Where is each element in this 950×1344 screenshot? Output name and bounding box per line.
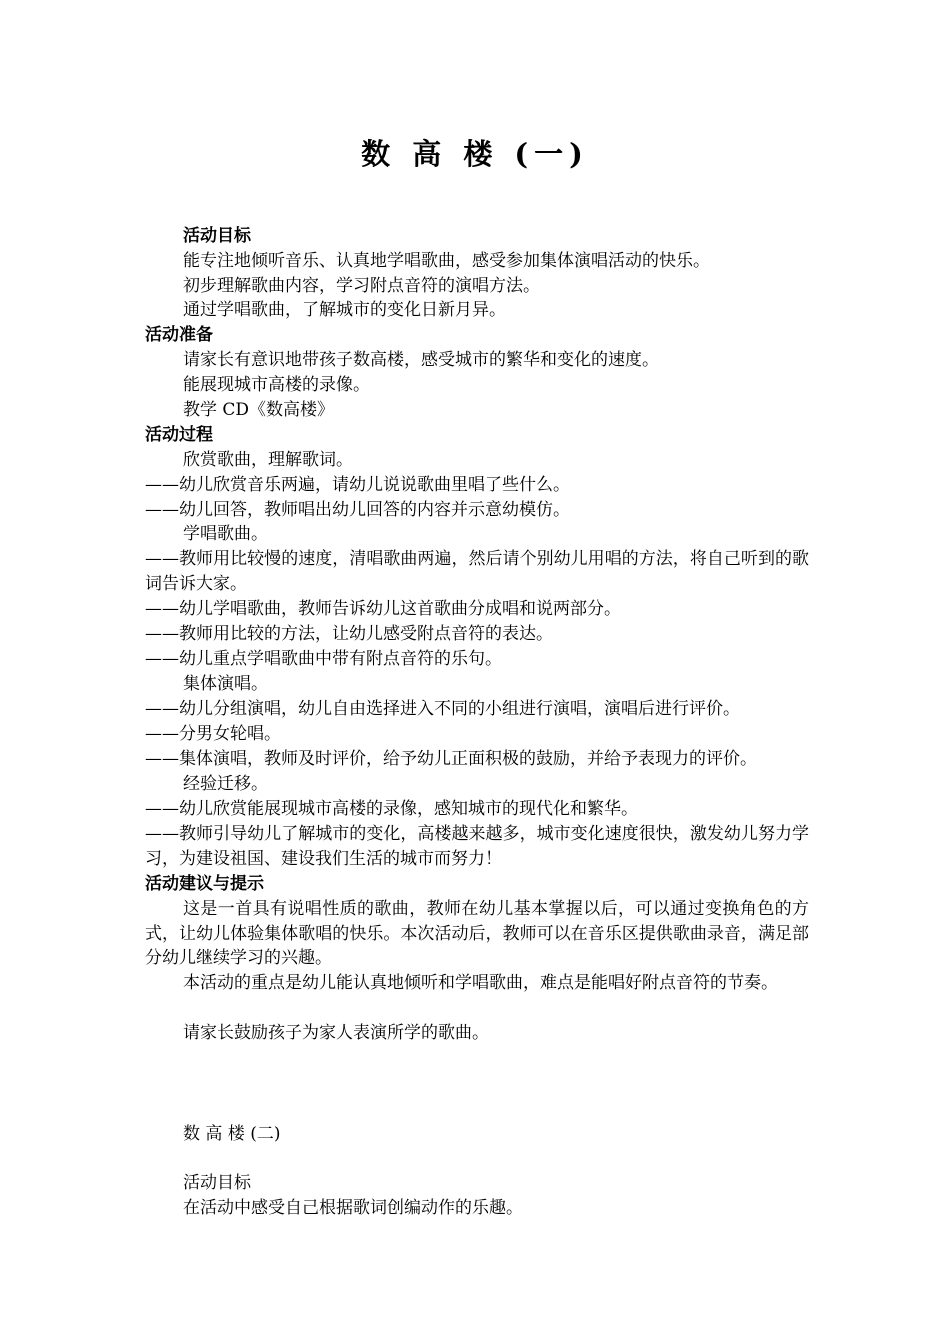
goal-item: 初步理解歌曲内容，学习附点音符的演唱方法。 — [183, 276, 540, 296]
preparation-item: 请家长有意识地带孩子数高楼，感受城市的繁华和变化的速度。 — [183, 350, 659, 370]
process-detail: ——分男女轮唱。 — [145, 724, 281, 744]
process-detail: ——幼儿欣赏能展现城市高楼的录像，感知城市的现代化和繁华。 — [145, 799, 638, 819]
process-step: 欣赏歌曲，理解歌词。 — [183, 450, 353, 470]
process-detail: ——教师引导幼儿了解城市的变化，高楼越来越多，城市变化速度很快，激发幼儿努力学习，为建设祖国、建设我们生活的城市而努力！ — [145, 824, 809, 869]
part2-title: 数 高 楼 (二) — [183, 1124, 281, 1144]
goal-item: 能专注地倾听音乐、认真地学唱歌曲，感受参加集体演唱活动的快乐。 — [183, 251, 710, 271]
page-title: 数 高 楼 (一) — [361, 137, 589, 171]
process-detail: ——幼儿回答，教师唱出幼儿回答的内容并示意幼模仿。 — [145, 500, 570, 520]
process-step: 经验迁移。 — [183, 774, 268, 794]
preparation-item: 能展现城市高楼的录像。 — [183, 375, 370, 395]
goal-item: 通过学唱歌曲，了解城市的变化日新月异。 — [183, 300, 506, 320]
process-detail: ——幼儿重点学唱歌曲中带有附点音符的乐句。 — [145, 649, 502, 669]
process-detail: ——教师用比较慢的速度，清唱歌曲两遍，然后请个别幼儿用唱的方法，将自己听到的歌词告诉大家。 — [145, 549, 809, 594]
tips-paragraph: 请家长鼓励孩子为家人表演所学的歌曲。 — [183, 1023, 489, 1043]
part2-heading: 活动目标 — [183, 1173, 251, 1193]
part2-goal-item: 在活动中感受自己根据歌词创编动作的乐趣。 — [183, 1198, 523, 1218]
process-step: 集体演唱。 — [183, 674, 268, 694]
section-heading-tips: 活动建议与提示 — [145, 874, 264, 894]
section-heading-process: 活动过程 — [145, 425, 213, 445]
process-detail: ——幼儿欣赏音乐两遍，请幼儿说说歌曲里唱了些什么。 — [145, 475, 570, 495]
process-detail: ——幼儿学唱歌曲，教师告诉幼儿这首歌曲分成唱和说两部分。 — [145, 599, 621, 619]
process-detail: ——集体演唱，教师及时评价，给予幼儿正面积极的鼓励，并给予表现力的评价。 — [145, 749, 757, 769]
process-detail: ——教师用比较的方法，让幼儿感受附点音符的表达。 — [145, 624, 553, 644]
process-step: 学唱歌曲。 — [183, 524, 268, 544]
process-detail: ——幼儿分组演唱，幼儿自由选择进入不同的小组进行演唱，演唱后进行评价。 — [145, 699, 740, 719]
tips-paragraph: 这是一首具有说唱性质的歌曲，教师在幼儿基本掌握以后，可以通过变换角色的方式，让幼儿体验集体歌唱的快乐。本次活动后，教师可以在音乐区提供歌曲录音，满足部分幼儿继续学习的兴趣。 — [145, 899, 809, 968]
preparation-item: 教学 CD《数高楼》 — [183, 400, 335, 420]
section-heading-preparation: 活动准备 — [145, 325, 213, 345]
section-heading-goals: 活动目标 — [183, 226, 251, 246]
tips-paragraph: 本活动的重点是幼儿能认真地倾听和学唱歌曲，难点是能唱好附点音符的节奏。 — [183, 973, 778, 993]
